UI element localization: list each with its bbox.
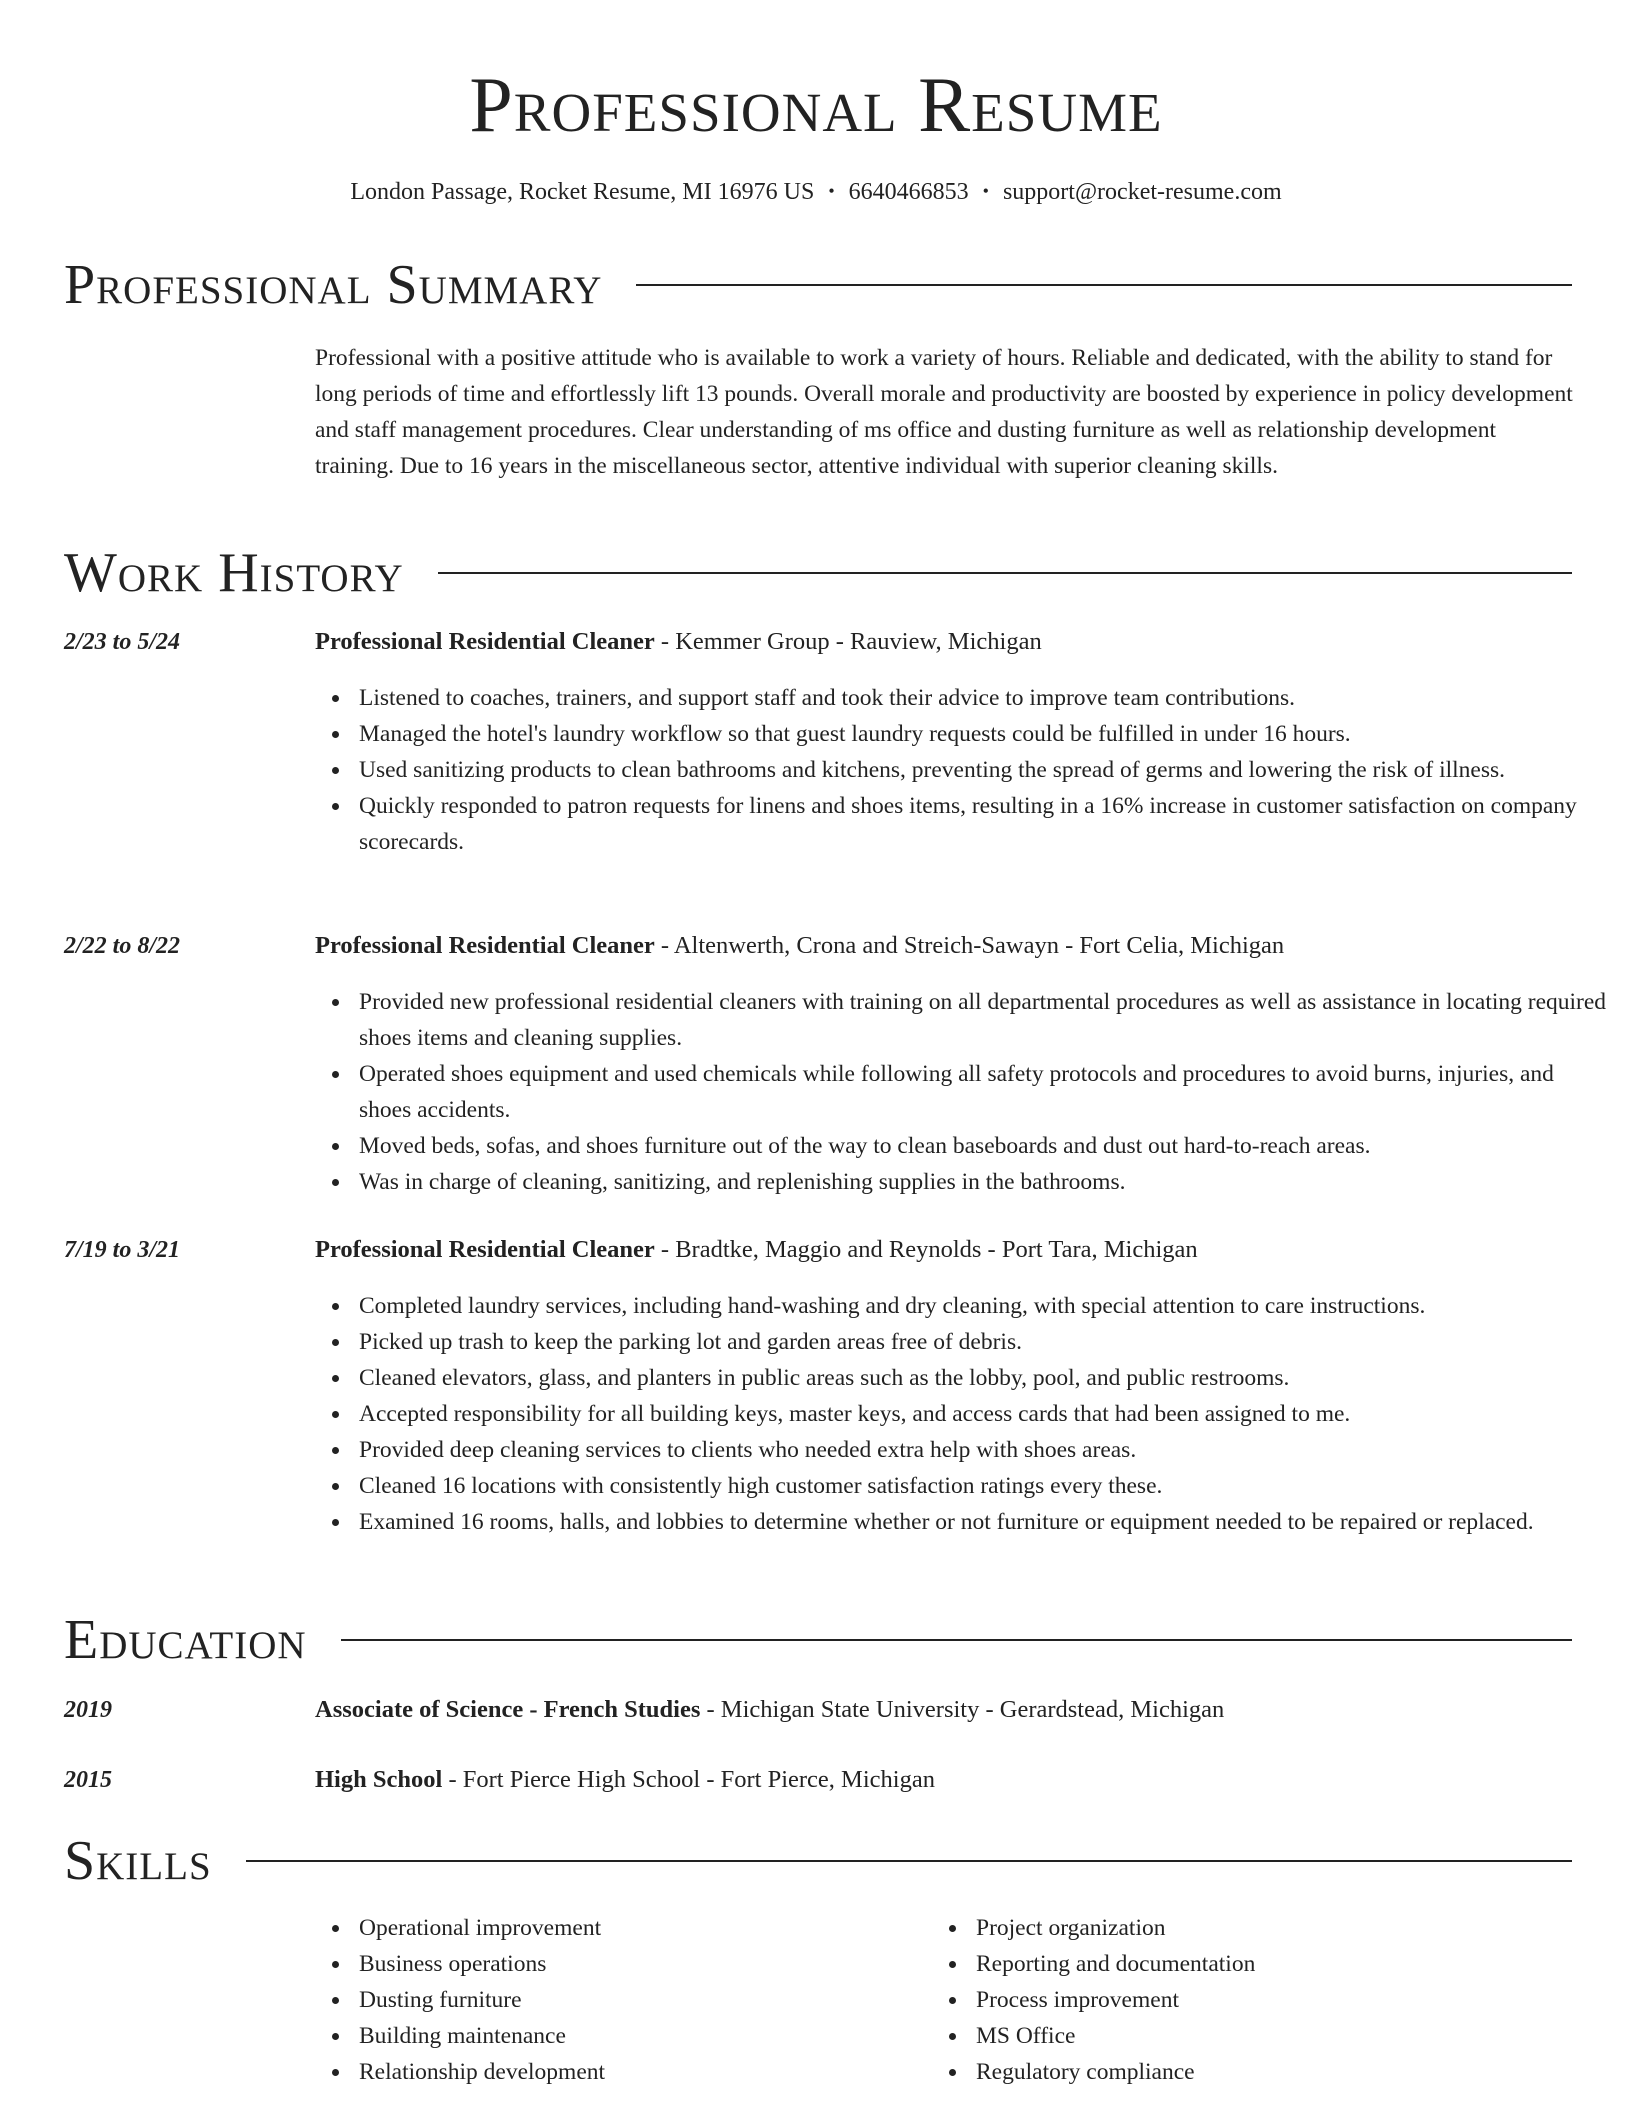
job-bullets [315,680,1609,860]
section-title: Work History [64,542,404,604]
section-divider [246,1860,1572,1862]
list-item: Used sanitizing products to clean bathrooms and kitchens, preventing the spread of germs and lowering the risk of illness. [359,752,1609,788]
job-title: Professional Residential Cleaner [315,1236,655,1263]
list-item: Operated shoes equipment and used chemicals while following all safety protocols and procedures to avoid burns, injuries, and shoes accidents. [359,1056,1609,1128]
separator-dot: • [982,181,989,201]
skill-item: Reporting and documentation [976,1946,1632,1982]
skills-list-right [932,1910,1632,2090]
section-title: Education [64,1609,307,1671]
list-item: Quickly responded to patron requests for linens and shoes items, resulting in a 16% increase in customer satisfaction on company scorecards. [359,788,1609,860]
skill-item: Relationship development [359,2054,1609,2090]
job-description [315,1234,1198,1266]
skill-item: Process improvement [976,1982,1632,2018]
job-employer: - Kemmer Group - Rauview, Michigan [654,628,1042,655]
contact-phone: 6640466853 [848,179,969,205]
contact-email: support@rocket-resume.com [1002,179,1282,205]
education-description [315,1694,1224,1726]
education-school: - Fort Pierce High School - Fort Pierce, Michigan [442,1766,935,1793]
education-degree: Associate of Science - French Studies [315,1696,701,1723]
job-employer: - Altenwerth, Crona and Streich-Sawayn - Fort Celia, Michigan [654,932,1285,959]
job-bullets [315,1288,1609,1540]
job-description [315,930,1284,962]
list-item: Completed laundry services, including hand-washing and dry cleaning, with special attention to care instructions. [359,1288,1609,1324]
job-dates: 7/19 to 3/21 [64,1237,181,1263]
section-divider [438,572,1572,574]
summary-text: Professional with a positive attitude who is available to work a variety of hours. Reliable and dedicated, with the ability to stand for long periods of time and effortlessly lift 13 pounds. Overall morale and productivity are boosted by experience in policy development and staff management procedures. Clear understanding of ms office and dusting furniture as well as relationship development training. Due to 16 years in the miscellaneous sector, attentive individual with superior cleaning skills. [315,345,1573,479]
contact-line [0,176,1632,207]
education-degree: High School [315,1766,443,1793]
list-item: Provided deep cleaning services to clients who needed extra help with shoes areas. [359,1432,1609,1468]
job-bullets [315,984,1609,1200]
list-item: Was in charge of cleaning, sanitizing, and replenishing supplies in the bathrooms. [359,1164,1609,1200]
list-item: Accepted responsibility for all building keys, master keys, and access cards that had been assigned to me. [359,1396,1609,1432]
list-item: Moved beds, sofas, and shoes furniture out of the way to clean baseboards and dust out hard-to-reach areas. [359,1128,1609,1164]
job-description [315,626,1042,658]
job-dates: 2/22 to 8/22 [64,933,181,959]
list-item: Listened to coaches, trainers, and support staff and took their advice to improve team contributions. [359,680,1609,716]
list-item: Examined 16 rooms, halls, and lobbies to determine whether or not furniture or equipment needed to be repaired or replaced. [359,1504,1609,1540]
skill-item: MS Office [976,2018,1632,2054]
section-divider [636,284,1572,286]
job-title: Professional Residential Cleaner [315,932,655,959]
skill-item: Building maintenance [359,2018,1609,2054]
summary-section-heading [64,255,1572,315]
list-item: Picked up trash to keep the parking lot and garden areas free of debris. [359,1324,1609,1360]
list-item: Cleaned 16 locations with consistently high customer satisfaction ratings every these. [359,1468,1609,1504]
education-year: 2019 [64,1697,112,1723]
skill-item: Regulatory compliance [976,2054,1632,2090]
job-title: Professional Residential Cleaner [315,628,655,655]
education-description [315,1764,935,1796]
list-item: Provided new professional residential cleaners with training on all departmental procedures as well as assistance in locating required shoes items and cleaning supplies. [359,984,1609,1056]
education-year: 2015 [64,1767,112,1793]
skill-item: Operational improvement [359,1910,1609,1946]
contact-address: London Passage, Rocket Resume, MI 16976 US [350,179,815,205]
education-school: - Michigan State University - Gerardstead, Michigan [700,1696,1225,1723]
list-item: Cleaned elevators, glass, and planters in public areas such as the lobby, pool, and public restrooms. [359,1360,1609,1396]
job-employer: - Bradtke, Maggio and Reynolds - Port Tara, Michigan [654,1236,1198,1263]
education-section-heading [64,1610,1572,1670]
skill-item: Dusting furniture [359,1982,1609,2018]
separator-dot: • [828,181,835,201]
section-title: Professional Summary [64,254,603,316]
section-title: Skills [64,1830,212,1892]
page-title: Professional Resume [469,61,1163,148]
skills-section-heading [64,1831,1572,1891]
job-dates: 2/23 to 5/24 [64,629,181,655]
section-divider [341,1639,1572,1641]
work-history-section-heading [64,543,1572,603]
skill-item: Project organization [976,1910,1632,1946]
list-item: Managed the hotel's laundry workflow so that guest laundry requests could be fulfilled in under 16 hours. [359,716,1609,752]
skill-item: Business operations [359,1946,1609,1982]
